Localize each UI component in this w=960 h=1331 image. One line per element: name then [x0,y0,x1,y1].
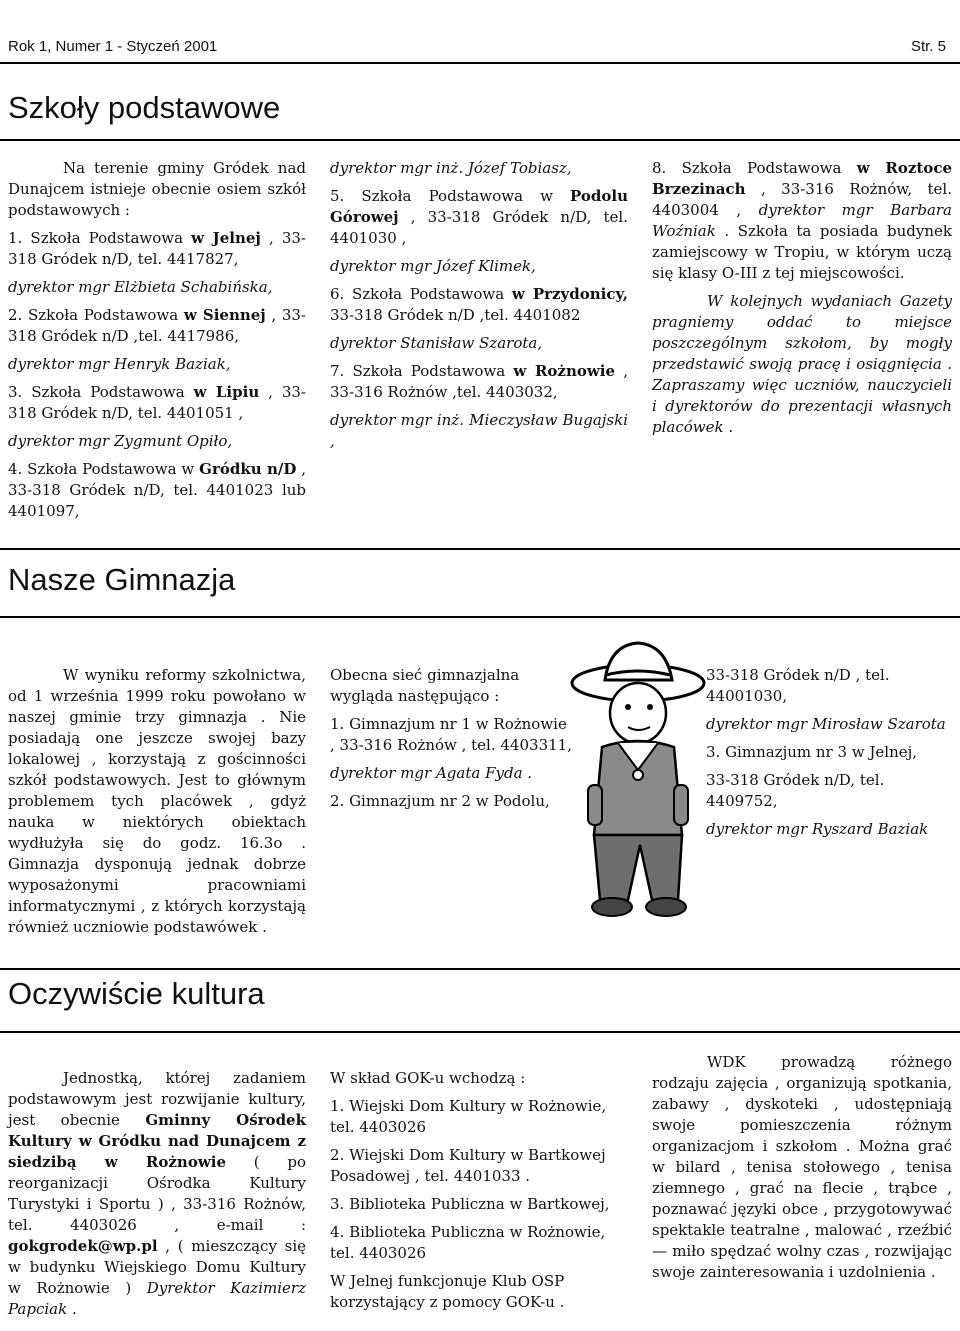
schools-column-2 [330,158,628,459]
section-title-culture: Oczywiście kultura [8,976,265,1011]
section-divider [0,139,960,141]
schools-column-1 [8,158,306,529]
gimnazjum-2-address: 33-318 Gródek n/D , tel. 44001030, [706,666,890,705]
gimnazjum-2-director: dyrektor mgr Mirosław Szarota [706,715,946,733]
school-1: 1. Szkoła Podstawowa w Jelnej , 33-318 Gródek n/D, tel. 4417827, [8,229,306,268]
section-divider [0,616,960,618]
school-7-director: dyrektor mgr inż. Mieczysław Bugajski , [330,411,628,450]
gimnazja-network: Obecna sieć gimnazjalna wygląda następująco : [330,666,520,705]
gok-item-1: 1. Wiejski Dom Kultury w Rożnowie, tel. 4403026 [330,1097,607,1136]
issue-info: Rok 1, Numer 1 - Styczeń 2001 [8,38,218,55]
culture-column-1 [8,1068,306,1327]
gok-composition: W skład GOK-u wchodzą : [330,1069,526,1087]
school-5: 5. Szkoła Podstawowa w Podolu Górowej , 33-318 Gródek n/D, tel. 4401030 , [330,187,628,247]
gok-item-4: 4. Biblioteka Publiczna w Rożnowie, tel. 4403026 [330,1223,606,1262]
gimnazjum-1-director: dyrektor mgr Agata Fyda . [330,764,533,782]
culture-column-2 [330,1068,630,1320]
culture-column-3 [652,1052,952,1290]
school-8: 8. Szkoła Podstawowa w Roztoce Brzezinach , 33-316 Rożnów, tel. 4403004 , dyrektor mgr Barbara Woźniak . Szkoła ta posiada budynek zamiejscowy w Tropiu, w którym uczą się klasy O-III z tej miejscowości. [652,159,952,282]
school-4: 4. Szkoła Podstawowa w Gródku n/D , 33-318 Gródek n/D, tel. 4401023 lub 4401097, [8,460,306,520]
scout-boy-illustration [560,635,715,935]
section-divider [0,968,960,970]
school-3-director: dyrektor mgr Zygmunt Opiło, [8,432,233,450]
school-6: 6. Szkoła Podstawowa w Przydonicy, 33-318 Gródek n/D ,tel. 4401082 [330,285,628,324]
schools-intro: Na terenie gminy Gródek nad Dunajcem istnieje obecnie osiem szkół podstawowych : [8,159,306,219]
page-header [8,38,946,55]
gimnazjum-3: 3. Gimnazjum nr 3 w Jelnej, [706,743,918,761]
page-number: Str. 5 [910,38,946,55]
section-title-gimnazja: Nasze Gimnazja [8,562,236,597]
section-divider [0,1031,960,1033]
school-1-director: dyrektor mgr Elżbieta Schabińska, [8,278,273,296]
culture-paragraph: Jednostką, której zadaniem podstawowym jest rozwijanie kultury, jest obecnie Gminny Ośrodek Kultury w Gródku nad Dunajcem z siedzibą w Rożnowie ( po reorganizacji Ośrodka Kultury Turystyki i Sportu ) , 33-316 Rożnów, tel. 4403026 , e-mail : gokgrodek@wp.pl , ( mieszczący się w budynku Wiejskiego Domu Kultury w Rożnowie ) Dyrektor Kazimierz Papciak . [8,1069,306,1318]
gimnazja-column-3 [706,665,956,847]
gimnazjum-2: 2. Gimnazjum nr 2 w Podolu, [330,792,550,810]
gimnazjum-1: 1. Gimnazjum nr 1 w Rożnowie , 33-316 Rożnów , tel. 4403311, [330,715,572,754]
gimnazja-paragraph: W wyniku reformy szkolnictwa, od 1 września 1999 roku powołano w naszej gminie trzy gimnazja . Nie posiadają one jeszcze swojej bazy lokalowej , korzystają z gościnności szkół podstawowych. Jest to głównym problemem tych placówek , gdyż nauka w niektórych obiektach wydłużyła się do godz. 16.3o . Gimnazja dysponują jednak dobrze wyposażonymi pracowniami informatycznymi , z których korzystają również uczniowie podstawówek . [8,666,306,936]
header-divider [0,62,960,64]
gok-item-3: 3. Biblioteka Publiczna w Bartkowej, [330,1195,610,1213]
gimnazjum-3-address: 33-318 Gródek n/D, tel. 4409752, [706,771,885,810]
schools-column-3 [652,158,952,445]
school-4-director: dyrektor mgr inż. Józef Tobiasz, [330,159,572,177]
school-2-director: dyrektor mgr Henryk Baziak, [8,355,231,373]
school-2: 2. Szkoła Podstawowa w Siennej , 33-318 Gródek n/D ,tel. 4417986, [8,306,306,345]
school-7: 7. Szkoła Podstawowa w Rożnowie , 33-316 Rożnów ,tel. 4403032, [330,362,628,401]
gimnazja-column-2 [330,665,575,819]
wdk-activities: WDK prowadzą różnego rodzaju zajęcia , organizują spotkania, zabawy , dyskoteki , udostępniają swoje pomieszczenia różnym organizacjom i szkołom . Można grać w bilard , tenisa stołowego , tenisa ziemnego , grać na flecie , trąbce , poznawać języki obce , przygotowywać spektakle teatralne , malować , rzeźbić — miło spędzać wolny czas , rozwijając swoje zainteresowania i uzdolnienia . [652,1053,952,1281]
gimnazja-column-1 [8,665,306,945]
gok-item-2: 2. Wiejski Dom Kultury w Bartkowej Posadowej , tel. 4401033 . [330,1146,606,1185]
school-6-director: dyrektor Stanisław Szarota, [330,334,543,352]
osp-club: W Jelnej funkcjonuje Klub OSP korzystający z pomocy GOK-u . [330,1272,565,1311]
section-divider [0,548,960,550]
schools-closing: W kolejnych wydaniach Gazety pragniemy oddać to miejsce poszczególnym szkołom, by mogły przedstawić swoją pracę i osiągnięcia . Zapraszamy więc uczniów, nauczycieli i dyrektorów do prezentacji własnych placówek . [652,292,952,436]
section-title-schools: Szkoły podstawowe [8,90,281,125]
school-3: 3. Szkoła Podstawowa w Lipiu , 33-318 Gródek n/D, tel. 4401051 , [8,383,306,422]
gimnazjum-3-director: dyrektor mgr Ryszard Baziak [706,820,929,838]
school-5-director: dyrektor mgr Józef Klimek, [330,257,536,275]
